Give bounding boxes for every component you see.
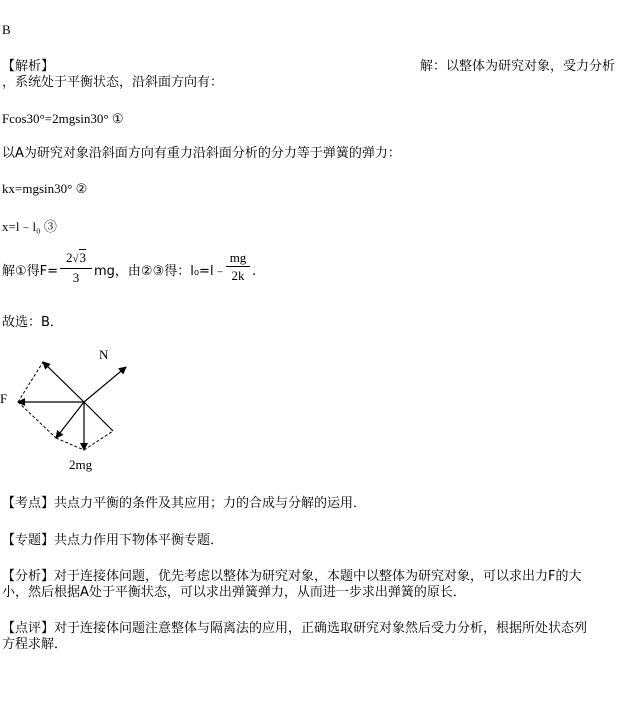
conclusion: 故选：B．	[2, 315, 63, 330]
fenxi-line1: 【分析】对于连接体问题，优先考虑以整体为研究对象，本题中以整体为研究对象，可以求出力F的大	[2, 569, 582, 584]
fraction-F-numerator: 2√3	[65, 250, 87, 265]
fenxi-line2: 小，然后根据A处于平衡状态，可以求出弹簧弹力，从而进一步求出弹簧的原长．	[2, 585, 466, 600]
normal-force-arrow	[84, 367, 126, 402]
equation-2: kx=mgsin30° ②	[2, 181, 88, 196]
solve-prefix: 解①得F=	[2, 264, 59, 279]
slope-line	[84, 402, 113, 431]
answer-letter: B	[2, 22, 11, 37]
dianping-line2: 方程求解．	[2, 637, 68, 652]
analysis-line2: ，系统处于平衡状态，沿斜面方向有：	[2, 75, 224, 90]
fraction-l0-numerator: mg	[229, 250, 247, 265]
dianping-line1: 【点评】对于连接体问题注意整体与隔离法的应用，正确选取研究对象然后受力分析，根据所处状态列	[2, 621, 588, 636]
construction-lines	[18, 362, 113, 450]
kaodian: 【考点】共点力平衡的条件及其应用；力的合成与分解的运用．	[2, 496, 367, 511]
solve-mid: mg，由②③得：l₀=l﹣	[94, 264, 227, 279]
label-2mg: 2mg	[69, 457, 93, 472]
fraction-l0-denominator: 2k	[231, 268, 245, 283]
fraction-l0	[226, 250, 250, 283]
slope-component-arrow	[43, 362, 84, 402]
zhuanti: 【专题】共点力作用下物体平衡专题．	[2, 533, 224, 548]
equation-3: x=l﹣l₀ ③	[2, 219, 57, 234]
equation-1: Fcos30°=2mgsin30° ①	[2, 111, 124, 126]
label-F: F	[0, 391, 8, 406]
label-N: N	[99, 347, 109, 362]
fraction-F-denominator: 3	[72, 270, 80, 285]
analysis-tag: 【解析】	[2, 59, 55, 74]
fraction-F	[60, 250, 92, 285]
force-diagram	[0, 340, 150, 480]
analysis-intro: 解：以整体为研究对象，受力分析	[420, 59, 616, 74]
analysis-body-a: 以A为研究对象沿斜面方向有重力沿斜面分析的分力等于弹簧的弹力：	[2, 146, 401, 161]
perpendicular-component-arrow	[56, 402, 84, 438]
solve-end: .	[252, 264, 257, 279]
